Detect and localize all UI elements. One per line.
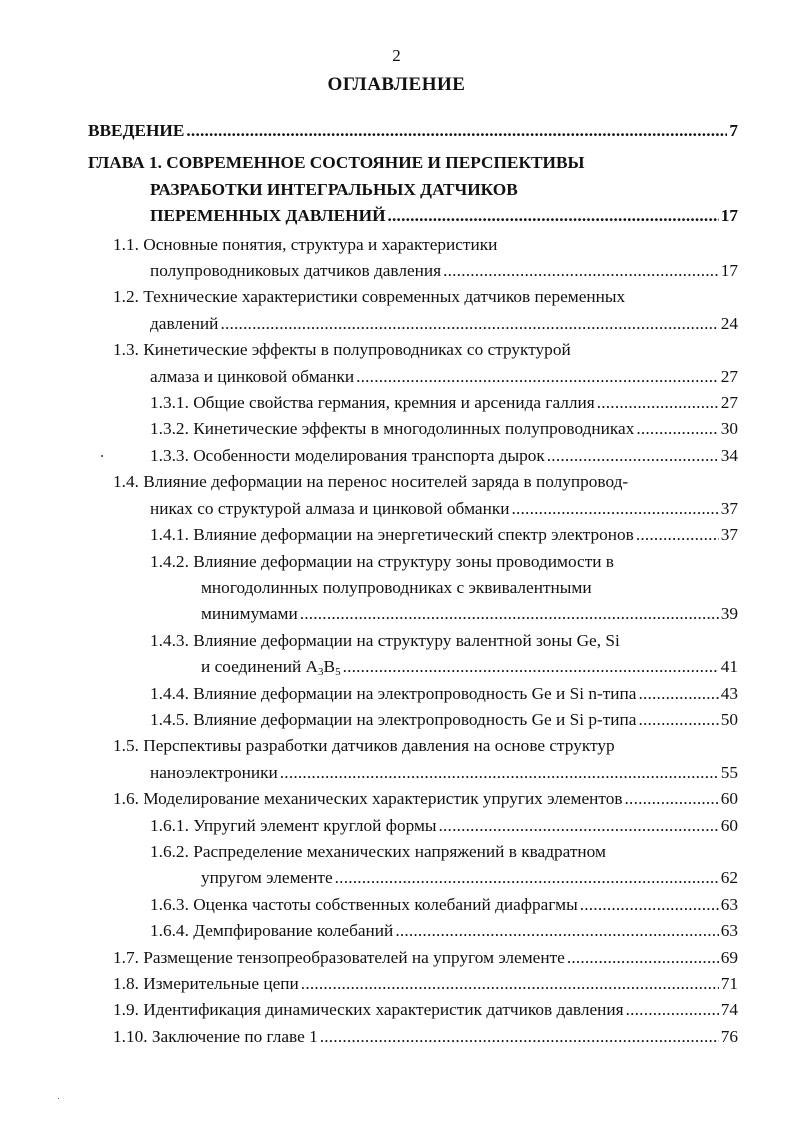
toc-entry — [0, 733, 793, 786]
dot-leader — [301, 971, 719, 997]
toc-entry — [0, 118, 793, 144]
toc-entry-title: 1.6.2. Распределение механических напряжений в квадратном — [150, 841, 606, 861]
toc-entry-page: 7 — [729, 121, 738, 140]
toc-entry-page: 17 — [720, 206, 738, 226]
toc-entry-title: 1.3.1. Общие свойства германия, кремния и арсенида галлия — [150, 393, 595, 413]
dot-leader — [356, 364, 719, 390]
toc-entry-title: минимумами — [201, 604, 298, 624]
toc-entry-title: 1.4.4. Влияние деформации на электропроводность Ge и Si n-типа — [150, 683, 637, 703]
toc-entry-title: упругом элементе — [201, 868, 333, 888]
toc-entry — [0, 628, 793, 681]
toc-entry-title: 1.6.3. Оценка частоты собственных колебаний диафрагмы — [150, 894, 578, 914]
dot-leader — [636, 416, 718, 442]
dot-leader — [625, 786, 719, 812]
dot-leader — [638, 681, 718, 707]
toc-entry-page: 27 — [720, 366, 738, 386]
toc-entry — [0, 786, 793, 812]
toc-entry — [0, 945, 793, 971]
dot-leader — [511, 496, 718, 522]
toc-entry-title: 1.5. Перспективы разработки датчиков давления на основе структур — [113, 736, 615, 756]
dot-leader — [638, 707, 718, 733]
toc-entry-title: 1.4.3. Влияние деформации на структуру валентной зоны Ge, Si — [150, 630, 620, 650]
toc-entry-page: 63 — [720, 921, 738, 941]
toc-entry — [0, 150, 793, 229]
toc-entry-page: 27 — [720, 393, 738, 413]
toc-entry-page: 55 — [720, 762, 738, 782]
toc-entry-title: РАЗРАБОТКИ ИНТЕГРАЛЬНЫХ ДАТЧИКОВ — [150, 179, 518, 199]
toc-entry-page: 76 — [720, 1026, 738, 1046]
toc-entry — [0, 681, 793, 707]
toc-title: ОГЛАВЛЕНИЕ — [327, 74, 466, 95]
dot-leader — [280, 760, 719, 786]
table-of-contents — [0, 118, 793, 1050]
toc-entry — [0, 390, 793, 416]
toc-entry-page: 69 — [720, 947, 738, 967]
toc-entry-title: 1.2. Технические характеристики современных датчиков переменных — [113, 287, 626, 307]
toc-entry-title: 1.6.1. Упругий элемент круглой формы — [150, 815, 437, 835]
toc-entry-title: 1.4.1. Влияние деформации на энергетический спектр электронов — [150, 525, 634, 545]
toc-entry-page: 24 — [720, 313, 738, 333]
toc-entry-title: 1.4. Влияние деформации на перенос носителей заряда в полупровод- — [113, 472, 629, 492]
dot-leader — [388, 203, 719, 229]
toc-entry — [0, 416, 793, 442]
toc-entry-title: 1.6. Моделирование механических характеристик упругих элементов — [113, 789, 623, 809]
page-number: 2 — [392, 46, 401, 65]
dot-leader — [439, 813, 719, 839]
toc-entry-title: ВВЕДЕНИЕ — [88, 121, 185, 140]
toc-entry-page: 30 — [720, 419, 738, 439]
toc-entry — [0, 971, 793, 997]
scan-speck — [58, 1098, 59, 1099]
toc-entry-page: 60 — [720, 815, 738, 835]
toc-entry-page: 71 — [720, 974, 738, 993]
toc-entry-title: 1.8. Измерительные цепи — [113, 974, 299, 993]
toc-entry-page: 17 — [720, 261, 738, 281]
toc-entry-page: 74 — [720, 1000, 738, 1020]
toc-entry-page: 37 — [720, 525, 738, 545]
toc-entry — [0, 839, 793, 892]
toc-entry-title: 1.4.2. Влияние деформации на структуру зоны проводимости в — [150, 551, 614, 571]
toc-entry-title: 1.4.5. Влияние деформации на электропроводность Ge и Si p-типа — [150, 709, 637, 729]
toc-entry — [0, 813, 793, 839]
dot-leader — [320, 1024, 719, 1050]
toc-entry — [0, 232, 793, 285]
dot-leader — [335, 865, 719, 891]
toc-entry-page: 62 — [720, 868, 738, 888]
dot-leader — [443, 258, 719, 284]
toc-entry-title: 1.1. Основные понятия, структура и характеристики — [113, 234, 498, 254]
toc-entry-page: 37 — [720, 498, 738, 518]
toc-entry-title: наноэлектроники — [150, 762, 278, 782]
toc-entry-title: давлений — [150, 313, 219, 333]
toc-entry-page: 60 — [720, 789, 738, 809]
dot-leader — [547, 443, 719, 469]
toc-entry-page: 41 — [720, 657, 738, 677]
dot-leader — [597, 390, 719, 416]
dot-leader — [580, 892, 719, 918]
dot-leader — [343, 654, 719, 680]
toc-entry-page: 34 — [720, 445, 738, 465]
toc-entry-title: 1.7. Размещение тензопреобразователей на упругом элементе — [113, 947, 565, 967]
toc-entry-title: никах со структурой алмаза и цинковой обманки — [150, 498, 510, 518]
toc-entry-title: 1.9. Идентификация динамических характеристик датчиков давления — [113, 1000, 624, 1020]
toc-entry — [0, 549, 793, 628]
dot-leader — [186, 118, 727, 144]
toc-entry-title: 1.3.3. Особенности моделирования транспорта дырок — [150, 445, 545, 465]
dot-leader — [567, 945, 719, 971]
toc-entry — [0, 469, 793, 522]
scan-speck — [101, 455, 103, 457]
toc-entry — [0, 284, 793, 337]
toc-entry-title: 1.3.2. Кинетические эффекты в многодолинных полупроводниках — [150, 419, 635, 439]
dot-leader — [626, 997, 719, 1023]
toc-entry-page: 50 — [720, 709, 738, 729]
toc-entry-title: 1.6.4. Демпфирование колебаний — [150, 921, 394, 941]
toc-entry-page: 63 — [720, 894, 738, 914]
toc-entry — [0, 337, 793, 390]
toc-entry — [0, 707, 793, 733]
dot-leader — [395, 918, 718, 944]
dot-leader — [300, 601, 719, 627]
toc-entry-title: полупроводниковых датчиков давления — [150, 261, 442, 281]
toc-entry — [0, 443, 793, 469]
toc-entry — [0, 997, 793, 1023]
dot-leader — [636, 522, 719, 548]
toc-entry-title: ГЛАВА 1. СОВРЕМЕННОЕ СОСТОЯНИЕ И ПЕРСПЕКТИВЫ — [88, 153, 585, 173]
toc-entry-title: и соединений $A_3B_5$ — [201, 657, 341, 679]
toc-entry-page: 43 — [720, 683, 738, 703]
toc-entry-title: 1.3. Кинетические эффекты в полупроводниках со структурой — [113, 340, 571, 360]
toc-entry — [0, 892, 793, 918]
dot-leader — [220, 311, 718, 337]
toc-entry-title: 1.10. Заключение по главе 1 — [113, 1026, 318, 1046]
toc-entry-page: 39 — [720, 604, 738, 624]
toc-entry — [0, 918, 793, 944]
toc-entry-title: алмаза и цинковой обманки — [150, 366, 355, 386]
toc-entry-title: многодолинных полупроводниках с эквивалентными — [201, 577, 592, 597]
toc-entry-title: ПЕРЕМЕННЫХ ДАВЛЕНИЙ — [150, 206, 386, 226]
toc-entry — [0, 522, 793, 548]
toc-entry — [0, 1024, 793, 1050]
